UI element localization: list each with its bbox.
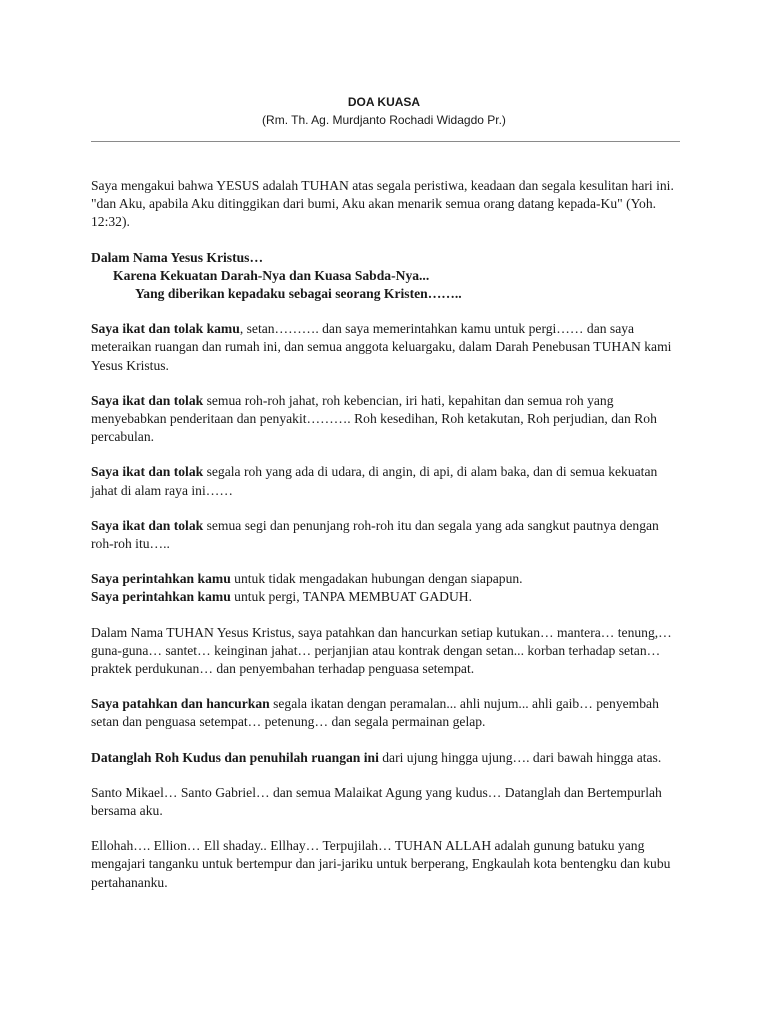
paragraph-break-curses [91,624,681,679]
paragraph-text: untuk tidak mengadakan hubungan dengan siapapun. [230,571,523,587]
paragraph-bind-3 [91,463,681,499]
paragraph-text: segala roh yang ada di udara, di angin, di api, di alam baka, dan di semua kekuatan jahat di alam raya ini…… [91,464,658,498]
paragraph-text: semua roh-roh jahat, roh kebencian, iri hati, kepahitan dan semua roh yang menyebabkan penderitaan dan penyakit………. Roh kesedihan, Roh ketakutan, Roh perjudian, dan Roh percabulan. [91,392,657,445]
paragraph-invocation [91,249,681,304]
paragraph-text: Santo Mikael… Santo Gabriel… dan semua Malaikat Agung yang kudus… Datanglah dan Bertempurlah bersama aku. [91,784,662,819]
paragraph-break-ties [91,695,681,731]
paragraph-bind-2 [91,392,681,447]
paragraph-bold: Saya ikat dan tolak kamu [91,321,240,337]
paragraph-praise [91,837,681,892]
paragraph-bind-4 [91,517,681,553]
invocation-line-2: Karena Kekuatan Darah-Nya dan Kuasa Sabda-Nya... [113,267,430,283]
document-title: DOA KUASA [347,95,421,109]
paragraph-bold: Datanglah Roh Kudus dan penuhilah ruangan ini [91,749,379,765]
header-divider [91,141,680,142]
paragraph-text: Ellohah…. Ellion… Ell shaday.. Ellhay… Terpujilah… TUHAN ALLAH adalah gunung batuku yang mengajari tanganku untuk bertempur dan jari-jariku untuk berperang, Engkaulah kota bentengku dan kubu pertahananku. [91,838,671,890]
invocation-line-1: Dalam Nama Yesus Kristus… [91,249,264,265]
paragraph-bold: Saya ikat dan tolak [91,392,204,408]
paragraph-bind-1 [91,320,681,375]
document-subtitle: (Rm. Th. Ag. Murdjanto Rochadi Widagdo Pr.) [262,113,506,127]
command-line-1 [91,570,681,588]
paragraph-text: dari ujung hingga ujung…. dari bawah hingga atas. [378,749,662,765]
document-body [91,177,681,892]
paragraph-text: Dalam Nama TUHAN Yesus Kristus, saya patahkan dan hancurkan setiap kutukan… mantera… tenung,… guna-guna… santet… keinginan jahat… perjanjian atau kontrak dengan setan... korban terhadap setan… praktek perdukunan… dan penyembahan terhadap penguasa setempat. [91,624,672,677]
paragraph-command [91,570,681,606]
document-header [0,93,768,129]
paragraph-bold: Saya patahkan dan hancurkan [91,696,270,712]
paragraph-text: , setan………. dan saya memerintahkan kamu untuk pergi…… dan saya meteraikan ruangan dan rumah ini, dan semua anggota keluargaku, dalam Darah Penebusan TUHAN kami Yesus Kristus. [91,321,672,373]
paragraph-bold: Saya ikat dan tolak [91,517,204,533]
command-line-2 [91,588,681,606]
paragraph-bold: Saya perintahkan kamu [91,571,231,587]
paragraph-archangels [91,784,681,820]
paragraph-text: Saya mengakui bahwa YESUS adalah TUHAN atas segala peristiwa, keadaan dan segala kesulitan hari ini. "dan Aku, apabila Aku ditinggikan dari bumi, Aku akan menarik semua orang datang kepada-Ku" (Yoh. 12:32). [91,178,674,230]
paragraph-text: segala ikatan dengan peramalan... ahli nujum... ahli gaib… penyembah setan dan penguasa setempat… petenung… dan segala permainan gelap. [91,696,659,730]
paragraph-text: untuk pergi, TANPA MEMBUAT GADUH. [230,589,472,605]
invocation-line-3: Yang diberikan kepadaku sebagai seorang Kristen…….. [135,286,462,302]
paragraph-intro [91,177,681,232]
paragraph-bold: Saya ikat dan tolak [91,464,204,480]
paragraph-bold: Saya perintahkan kamu [91,589,231,605]
paragraph-text: semua segi dan penunjang roh-roh itu dan segala yang ada sangkut pautnya dengan roh-roh itu….. [91,517,659,552]
paragraph-holy-spirit [91,749,681,767]
